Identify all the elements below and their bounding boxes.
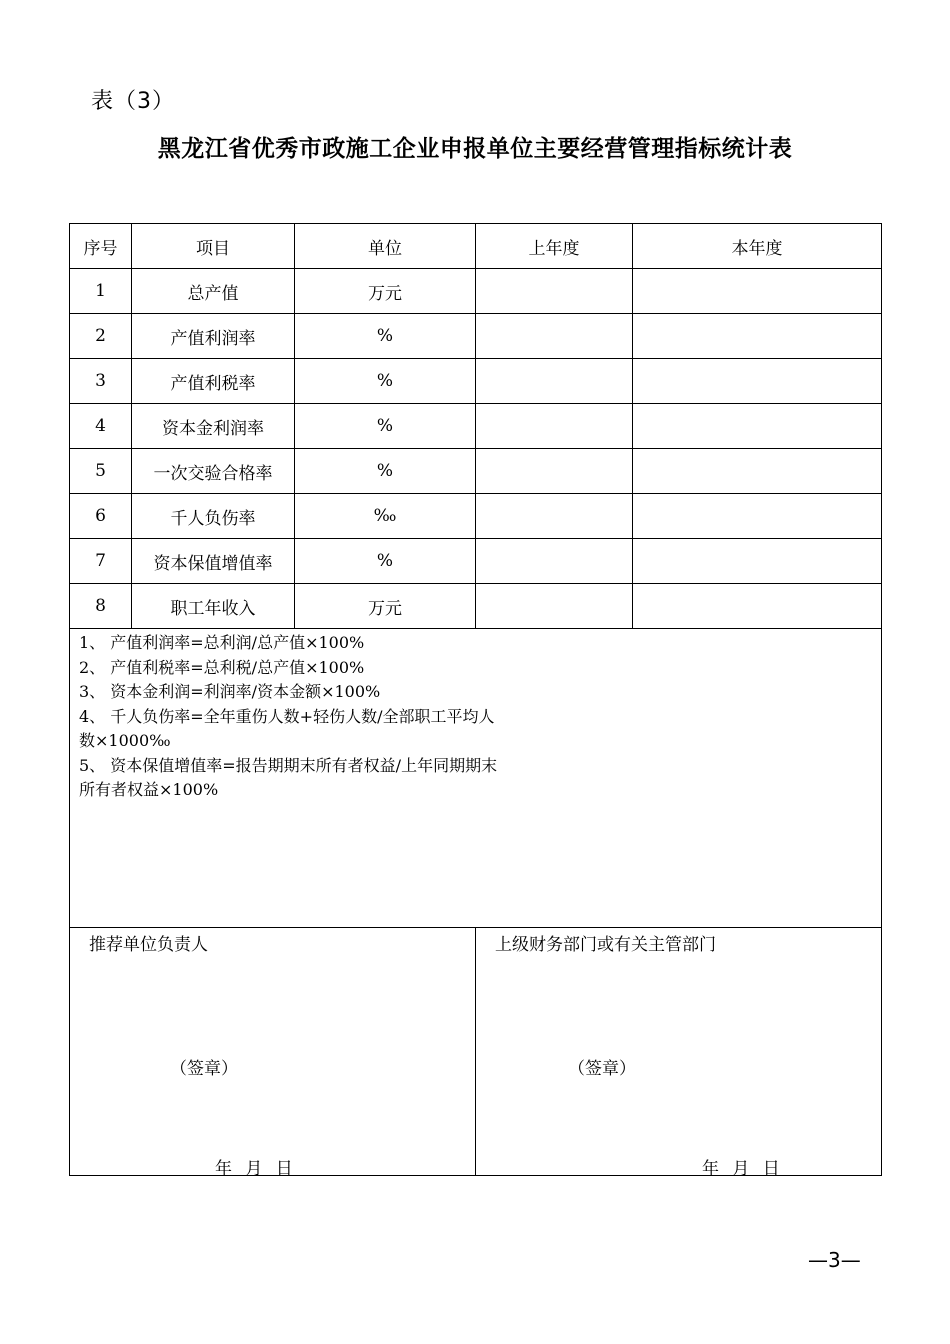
- signature-stamp-label: （签章）: [568, 1059, 636, 1079]
- row-this-year-value[interactable]: [633, 269, 882, 314]
- row-unit: %: [295, 314, 476, 359]
- row-this-year-value[interactable]: [633, 449, 882, 494]
- row-item: 总产值: [132, 269, 295, 314]
- note-item: 2、 产值利税率=总利税/总产值×100%: [79, 657, 365, 677]
- supervising-department-signature-cell[interactable]: [476, 928, 882, 1179]
- recommending-unit-head-label: 推荐单位负责人: [89, 935, 208, 955]
- table-row: [70, 269, 882, 314]
- row-item: 一次交验合格率: [132, 449, 295, 494]
- row-item: 资本保值增值率: [132, 539, 295, 584]
- page-number: —3—: [808, 1248, 861, 1272]
- note-item: 1、 产值利润率=总利润/总产值×100%: [79, 633, 365, 652]
- formula-notes: [70, 629, 499, 803]
- row-number: 7: [70, 539, 132, 584]
- document-title: 黑龙江省优秀市政施工企业申报单位主要经营管理指标统计表: [157, 136, 793, 162]
- row-item: 职工年收入: [132, 584, 295, 629]
- signature-row: [70, 928, 882, 1176]
- row-this-year-value[interactable]: [633, 494, 882, 539]
- row-unit: ‰: [295, 494, 476, 539]
- row-number: 5: [70, 449, 132, 494]
- notes-row: [70, 629, 882, 928]
- row-last-year-value[interactable]: [476, 314, 633, 359]
- row-this-year-value[interactable]: [633, 584, 882, 629]
- table-row: [70, 539, 882, 584]
- row-number: 4: [70, 404, 132, 449]
- column-header-no: 序号: [70, 224, 132, 269]
- table-row: [70, 584, 882, 629]
- table-header-row: [70, 224, 882, 269]
- row-last-year-value[interactable]: [476, 584, 633, 629]
- row-item: 产值利税率: [132, 359, 295, 404]
- row-item: 产值利润率: [132, 314, 295, 359]
- supervising-department-label: 上级财务部门或有关主管部门: [495, 935, 716, 955]
- column-header-this-year: 本年度: [633, 224, 882, 269]
- note-item: 3、 资本金利润=利润率/资本金额×100%: [79, 682, 381, 701]
- signature-stamp-label: （签章）: [170, 1059, 238, 1079]
- row-this-year-value[interactable]: [633, 314, 882, 359]
- signature-date-label: 年 月 日: [215, 1159, 293, 1179]
- row-number: 8: [70, 584, 132, 629]
- row-item: 资本金利润率: [132, 404, 295, 449]
- table-row: [70, 359, 882, 404]
- signature-date-label: 年 月 日: [702, 1159, 780, 1179]
- row-item: 千人负伤率: [132, 494, 295, 539]
- row-this-year-value[interactable]: [633, 404, 882, 449]
- row-number: 6: [70, 494, 132, 539]
- table-label: 表（3）: [91, 89, 175, 114]
- row-last-year-value[interactable]: [476, 494, 633, 539]
- column-header-item: 项目: [132, 224, 295, 269]
- row-last-year-value[interactable]: [476, 404, 633, 449]
- note-item: 5、 资本保值增值率=报告期期末所有者权益/上年同期期末所有者权益×100%: [79, 755, 498, 799]
- row-last-year-value[interactable]: [476, 269, 633, 314]
- row-number: 2: [70, 314, 132, 359]
- row-this-year-value[interactable]: [633, 539, 882, 584]
- table-row: [70, 494, 882, 539]
- column-header-unit: 单位: [295, 224, 476, 269]
- note-item: 4、 千人负伤率=全年重伤人数+轻伤人数/全部职工平均人数×1000‰: [79, 706, 495, 750]
- column-header-last-year: 上年度: [476, 224, 633, 269]
- table-row: [70, 404, 882, 449]
- row-last-year-value[interactable]: [476, 449, 633, 494]
- table-row: [70, 449, 882, 494]
- notes-cell: [70, 629, 882, 928]
- row-number: 1: [70, 269, 132, 314]
- row-number: 3: [70, 359, 132, 404]
- row-last-year-value[interactable]: [476, 539, 633, 584]
- row-unit: 万元: [295, 584, 476, 629]
- row-this-year-value[interactable]: [633, 359, 882, 404]
- statistics-table: [69, 223, 882, 1179]
- row-unit: %: [295, 539, 476, 584]
- row-unit: %: [295, 449, 476, 494]
- row-unit: 万元: [295, 269, 476, 314]
- row-unit: %: [295, 404, 476, 449]
- row-last-year-value[interactable]: [476, 359, 633, 404]
- recommending-unit-signature-cell[interactable]: [70, 928, 476, 1179]
- table-row: [70, 314, 882, 359]
- row-unit: %: [295, 359, 476, 404]
